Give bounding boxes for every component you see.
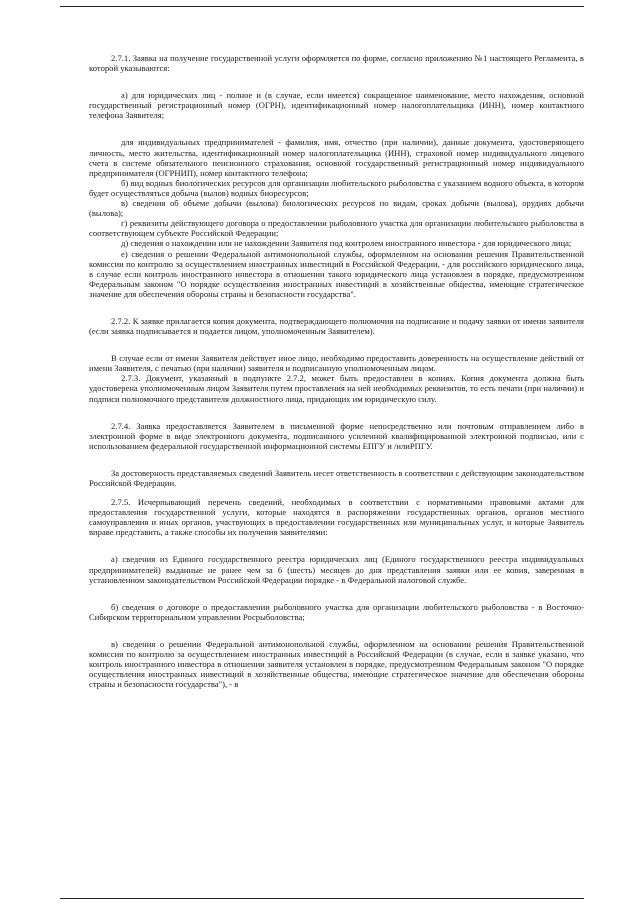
paragraph-item-g: г) реквизиты действующего договора о предоставлении рыболовного участка для организации любительского рыболовства в соответствующем субъекте Российской Федерации; [89, 218, 584, 239]
paragraph-2-7-5: 2.7.5. Исчерпывающий перечень сведений, необходимых в соответствии с нормативными правовыми актами для предоставления государственной услуги, которые находятся в распоряжении государственных органов, органов местного самоуправления и иных органов, участвующих в предоставлении государственных или муниципальных услуг, и которые Заявитель вправе представить, а также способы их получения заявителями: [89, 497, 584, 538]
paragraph-item-e: е) сведения о решении Федеральной антимонопольной службы, оформленном на основании решения Правительственной комиссии по контролю за осуществлением иностранных инвестиций в Российской Федерации, - для российского юридического лица, в случае если контроль иностранного инвестора в отношении такого юридического лица установлен в порядке, предусмотренном Федеральным законом "О порядке осуществления иностранных инвестиций в хозяйственные общества, имеющие стратегическое значение для обеспечения обороны страны и безопасности государства". [89, 248, 584, 299]
paragraph-2-7-2: 2.7.2. К заявке прилагается копия документа, подтверждающего полномочия на подписание и подачу заявки от имени заявителя (если заявка подписывается и подается лицом, уполномоченным Заявителем). [89, 315, 584, 337]
paragraph-2-7-3: 2.7.3. Документ, указанный в подпункте 2.7.2, может быть предоставлен в копиях. Копия документа должна быть удостоверена уполномоченным лицом Заявителя путем проставления на ней необходимых реквизитов, то есть печати (при наличии) и подписи полномочного представителя должностного лица, придающих им юридическую силу. [89, 373, 584, 404]
paragraph-entrepreneurs: для индивидуальных предпринимателей - фамилия, имя, отчество (при наличии), данные документа, удостоверяющего личность, место жительства, идентификационный номер налогоплательщика (ИНН), страховой номер индивидуального лицевого счета в системе обязательного пенсионного страхования, основной государственный регистрационный номер индивидуального предпринимателя (ОГРНИП), номер контактного телефона; [89, 137, 584, 178]
paragraph-item-a: а) для юридических лиц - полное и (в случае, если имеется) сокращенное наименование, место нахождения, основной государственный регистрационный номер (ОГРН), идентификационный номер налогоплательщика (ИНН), номер контактного телефона Заявителя; [89, 90, 584, 121]
paragraph-list-b: б) сведения о договоре о предоставлении рыболовного участка для организации любительского рыболовства - в Восточно-Сибирском территориальном управлении Росрыболовства; [89, 601, 584, 622]
paragraph-item-d: д) сведения о нахождении или не нахождении Заявителя под контролем иностранного инвестора - для юридического лица; [121, 238, 572, 249]
paragraph-2-7-4: 2.7.4. Заявка предоставляется Заявителем в письменной форме непосредственно или почтовым отправлением либо в электронной форме в виде электронного документа, подписанного усиленной квалифицированной электронной подписью, или с использованием федеральной государственной информационной системы ЕПГУ и /илиРПГУ. [89, 420, 584, 451]
paragraph-list-a: а) сведения из Единого государственного реестра юридических лиц (Единого государственного реестра индивидуальных предпринимателей) выданные не ранее чем за 6 (шесть) месяцев до дня представления заявки или ее копия, заверенная в установленном законодательством Российской Федерации порядке - в Федеральной налоговой службе. [89, 554, 584, 585]
paragraph-item-b: б) вид водных биологических ресурсов для организации любительского рыболовства с указанием водного объекта, в котором будет осуществляться добыча (вылов) водных биоресурсов; [89, 177, 584, 198]
bottom-rule [60, 898, 584, 899]
paragraph-2-7-1: 2.7.1. Заявка на получение государственной услуги оформляется по форме, согласно приложению №1 настоящего Регламента, в которой указываются: [89, 53, 584, 74]
paragraph-responsibility: За достоверность представляемых сведений Заявитель несет ответственность в соответствии с действующим законодательством Российской Федерации. [89, 467, 584, 488]
paragraph-proxy: В случае если от имени Заявителя действует иное лицо, необходимо предоставить доверенность на осуществление действий от имени Заявителя, с печатью (при наличии) заявителя и подписанную уполномоченным лицом. [89, 353, 584, 374]
top-rule [60, 6, 584, 7]
paragraph-item-v: в) сведения об объеме добычи (вылова) биологических ресурсов по видам, сроках добычи (вылова), орудиях добычи (вылова); [89, 198, 584, 219]
document-body [89, 53, 584, 689]
paragraph-list-v: в) сведения о решении Федеральной антимонопольной службы, оформленном на основании решения Правительственной комиссии по контролю за осуществлением иностранных инвестиций в Российской Федерации (в случае, если в заявке указано, что контроль иностранного инвестора в отношении заявителя установлен в порядке, предусмотренном Федеральным законом "О порядке осуществления иностранных инвестиций в хозяйственные общества, имеющие стратегическое значение для обеспечения обороны страны и безопасности государства"), - в [89, 638, 584, 690]
